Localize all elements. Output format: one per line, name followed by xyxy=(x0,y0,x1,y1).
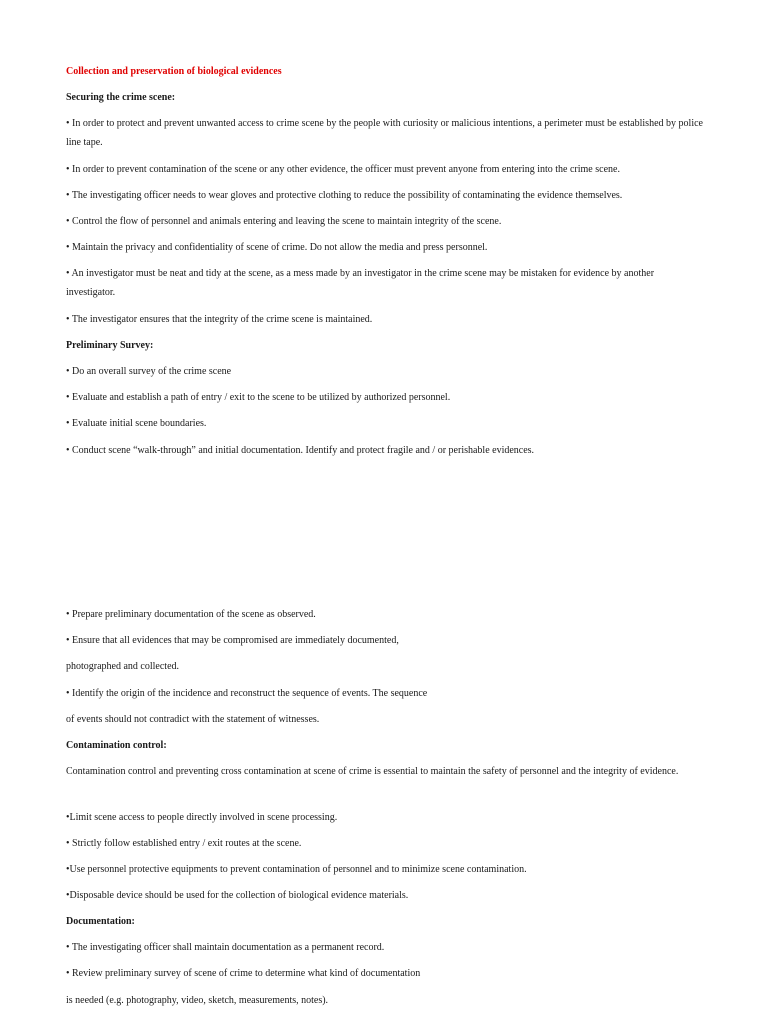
bullet-permanent-record: • The investigating officer shall maintain documentation as a permanent record. xyxy=(66,942,385,953)
document-title: Collection and preservation of biological evidences xyxy=(66,66,282,77)
bullet-gloves: • The investigating officer needs to wear gloves and protective clothing to reduce the possibility of contaminating the evidence themselves. xyxy=(66,190,623,201)
section-heading-securing: Securing the crime scene: xyxy=(66,92,176,103)
bullet-protective-equipment: •Use personnel protective equipments to prevent contamination of personnel and to minimize scene contamination. xyxy=(66,864,527,875)
bullet-overall-survey: • Do an overall survey of the crime scene xyxy=(66,366,232,377)
bullet-entry-exit-routes: • Strictly follow established entry / exit routes at the scene. xyxy=(66,838,302,849)
bullet-flow-control: • Control the flow of personnel and animals entering and leaving the scene to maintain integrity of the scene. xyxy=(66,216,502,227)
bullet-review-survey: • Review preliminary survey of scene of crime to determine what kind of documentation xyxy=(66,968,421,979)
bullet-integrity: • The investigator ensures that the integrity of the crime scene is maintained. xyxy=(66,314,373,325)
bullet-walkthrough: • Conduct scene “walk-through” and initial documentation. Identify and protect fragile and / or perishable evidences. xyxy=(66,445,535,456)
bullet-boundaries: • Evaluate initial scene boundaries. xyxy=(66,418,207,429)
bullet-disposable-device: •Disposable device should be used for the collection of biological evidence materials. xyxy=(66,890,409,901)
bullet-prevent-entry: • In order to prevent contamination of the scene or any other evidence, the officer must prevent anyone from entering into the crime scene. xyxy=(66,164,620,175)
contamination-intro: Contamination control and preventing cross contamination at scene of crime is essential to maintain the safety of personnel and the integrity of evidence. xyxy=(66,766,679,777)
section-heading-contamination: Contamination control: xyxy=(66,740,167,751)
bullet-review-survey-cont: is needed (e.g. photography, video, sketch, measurements, notes). xyxy=(66,995,329,1006)
bullet-sequence-of-events-cont: of events should not contradict with the statement of witnesses. xyxy=(66,714,320,725)
bullet-compromised-evidence-cont: photographed and collected. xyxy=(66,661,180,672)
bullet-perimeter: • In order to protect and prevent unwanted access to crime scene by the people with curiosity or malicious intentions, a perimeter must be established by police line tape. xyxy=(66,118,703,148)
section-heading-survey: Preliminary Survey: xyxy=(66,340,154,351)
bullet-preliminary-documentation: • Prepare preliminary documentation of the scene as observed. xyxy=(66,609,316,620)
bullet-sequence-of-events: • Identify the origin of the incidence and reconstruct the sequence of events. The sequence xyxy=(66,688,428,699)
bullet-privacy: • Maintain the privacy and confidentiality of scene of crime. Do not allow the media and press personnel. xyxy=(66,242,488,253)
bullet-limit-access: •Limit scene access to people directly involved in scene processing. xyxy=(66,812,338,823)
section-heading-documentation: Documentation: xyxy=(66,916,135,927)
bullet-neat-tidy: • An investigator must be neat and tidy at the scene, as a mess made by an investigator in the crime scene may be mistaken for evidence by another investigator. xyxy=(66,268,655,298)
bullet-compromised-evidence: • Ensure that all evidences that may be compromised are immediately documented, xyxy=(66,635,399,646)
bullet-path-of-entry: • Evaluate and establish a path of entry / exit to the scene to be utilized by authorized personnel. xyxy=(66,392,451,403)
